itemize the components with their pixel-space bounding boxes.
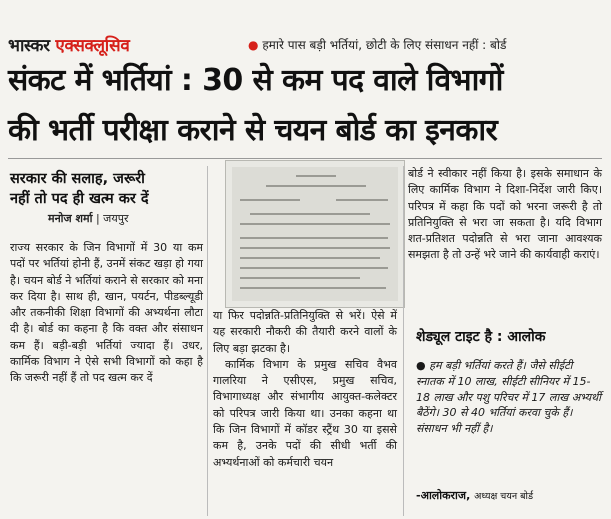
column-3-paragraph: बोर्ड ने स्वीकार नहीं किया है। इसके समाधान के लिए कार्मिक विभाग ने दिशा-निर्देश जारी किए। परिपत्र में कहा कि पदों को भरना जरूरी है तो प्रतिनियुक्ति से भरा जा सकता है। यदि विभाग शत-प्रतिशत पदोन्नति से भरा जाना आवश्यक समझता है तो उन्हें भरे जाने की कार्यवाही कराएं। (408, 167, 602, 262)
column-1-paragraph: राज्य सरकार के जिन विभागों में 30 या कम पदों पर भर्तियां होनी हैं, उनमें संकट खड़ा हो गया है। चयन बोर्ड ने भर्तियां कराने से सरकार को मना कर दिया है। साथ ही, खान, पयर्टन, पीडब्ल्यूडी और तकनीकी शिक्षा विभागों की अभ्यर्थना लौटा दी है। बोर्ड का कहना है कि वक्त और संसाधन कम हैं। बड़ी-बड़ी भर्तियां ज्यादा हैं। उधर, कार्मिक विभाग ने ऐसे सभी विभागों को कहा है कि जरूरी नहीं हैं तो पद खत्म कर दें (10, 241, 203, 385)
article-column-3 (408, 166, 602, 264)
bullet-icon: ● (248, 38, 259, 52)
brand-logo (8, 33, 130, 56)
column-2-paragraph-2: कार्मिक विभाग के प्रमुख सचिव वैभव गालरिया ने एसीएस, प्रमुख सचिव, विभागाध्यक्ष और संभागीय आयुक्त-कलेक्टर को परिपत्र जारी किया था। उनका कहना था कि जिन विभागों में कॉडर स्ट्रैंथ 30 या इससे कम है, उनके पदों की सीधी भर्ती की अभ्यर्थनाओं को कर्मचारी चयन (213, 357, 397, 469)
brand-name-black: भास्कर (8, 36, 50, 56)
bullet-icon: ● (416, 359, 426, 372)
circular-document-image (225, 160, 405, 308)
byline-separator: | (95, 212, 100, 225)
tagline-text: हमारे पास बड़ी भर्तियां, छोटी के लिए संसाधन नहीं : बोर्ड (262, 38, 507, 52)
column-2-paragraph-1: या फिर पदोन्नति-प्रतिनियुक्ति से भरें। ऐसे में यह सरकारी नौकरी की तैयारी करने वालों के लिए बड़ा झटका है। (213, 309, 397, 355)
column-divider-1 (207, 166, 208, 516)
brand-name-red: एक्सक्लूसिव (55, 36, 130, 56)
byline (48, 211, 128, 226)
board-quote (416, 358, 602, 437)
article-column-2 (213, 308, 397, 471)
subheadline (10, 169, 214, 209)
column-divider-2 (403, 166, 404, 516)
headline-line-1: संकट में भर्तियां : 30 से कम पद वाले विभागों (8, 63, 503, 98)
signature-name: -आलोकराज, (416, 489, 471, 502)
headline-divider (8, 158, 602, 159)
signature-title: अध्यक्ष चयन बोर्ड (474, 491, 534, 502)
schedule-heading: शेड्यूल टाइट है : आलोक (416, 329, 546, 345)
byline-city: जयपुर (103, 212, 129, 225)
headline-line-2: की भर्ती परीक्षा कराने से चयन बोर्ड का इनकार (8, 113, 498, 148)
article-column-1 (10, 240, 203, 387)
quote-signature (416, 488, 533, 503)
subheadline-line-1: सरकार की सलाह, जरूरी (10, 171, 145, 187)
board-quote-text: हम बड़ी भर्तियां करते हैं। जैसे सीईटी स्नातक में 10 लाख, सीईटी सीनियर में 15-18 लाख और पशु परिचर में 17 लाख अभ्यर्थी बैठेंगे। 30 से 40 भर्तियां करवा चुके हैं। संसाधन भी नहीं है। (416, 359, 601, 436)
byline-name: मनोज शर्मा (48, 212, 93, 225)
subheadline-line-2: नहीं तो पद ही खत्म कर दें (10, 191, 149, 207)
tagline (248, 36, 506, 53)
